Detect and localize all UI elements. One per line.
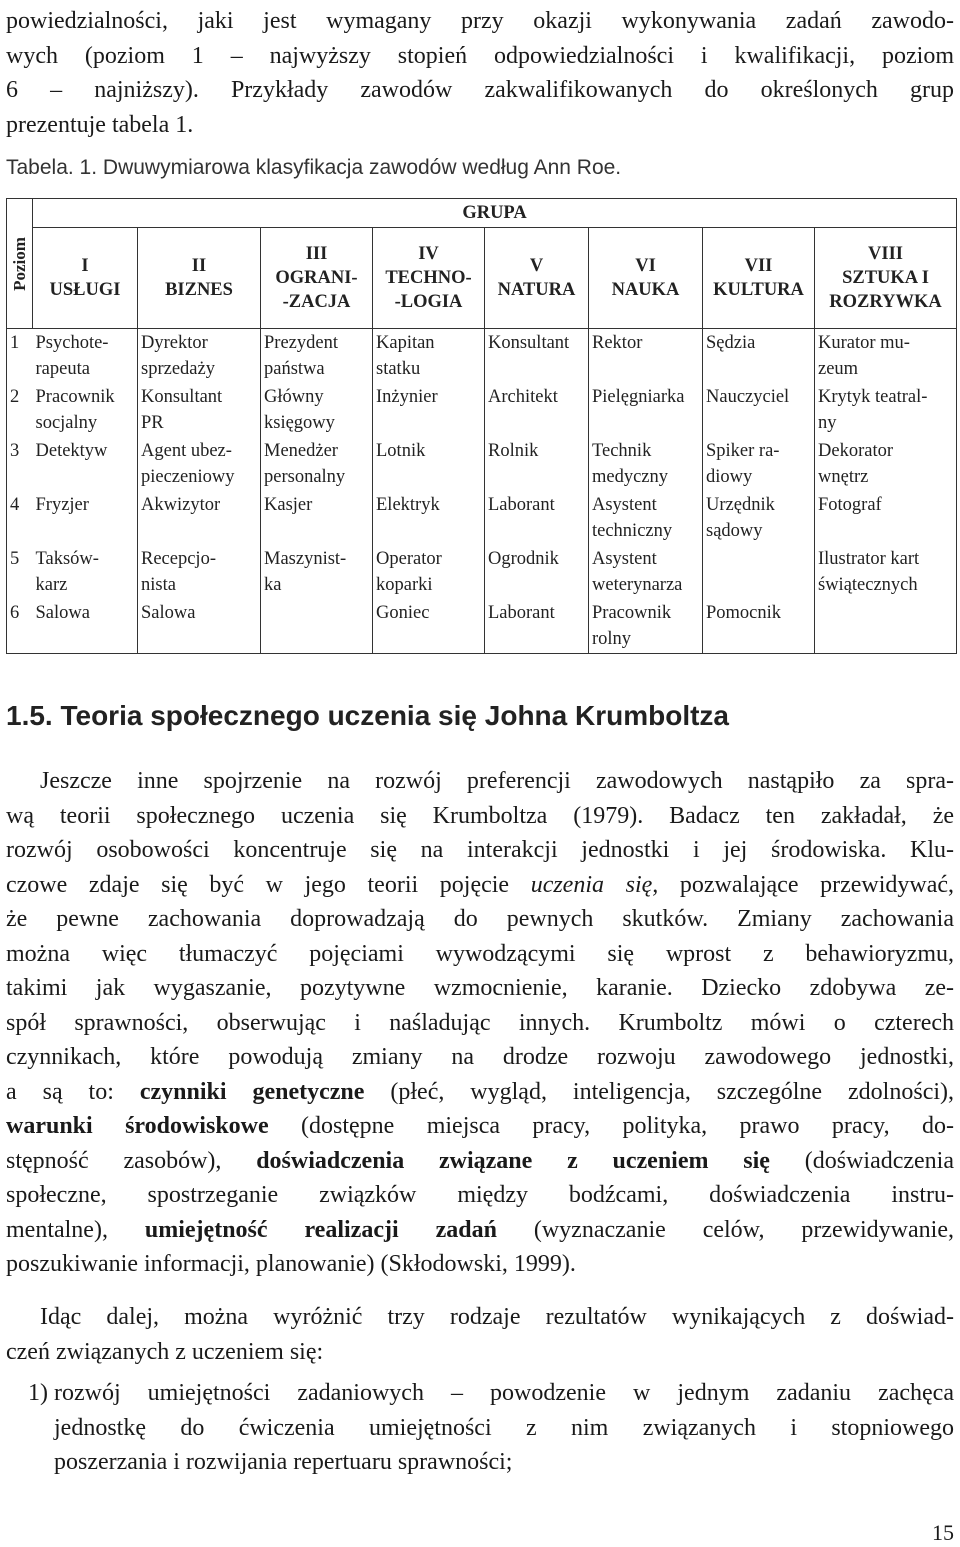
table-cell: Laborant — [485, 491, 589, 545]
list-marker: 1) — [28, 1380, 48, 1406]
table-cell: Główny księgowy — [261, 383, 373, 437]
text-line: prezentuje tabela 1. — [6, 111, 194, 138]
level-number: 1 — [7, 329, 33, 384]
column-number: IV — [418, 244, 439, 264]
column-number: III — [305, 244, 328, 264]
table-cell: Rolnik — [485, 437, 589, 491]
table-cell — [703, 545, 815, 599]
text-line: takimi jak wygaszanie, pozytywne wzmocnienie, karanie. Dziecko zdobywa ze- — [6, 975, 954, 1001]
column-name: -ZACJA — [282, 292, 351, 312]
text-line: czowe zdaje się być w jego teorii pojęcie uczenia się, pozwalające przewidywać, — [6, 871, 955, 898]
table-cell: Recepcjo- nista — [138, 545, 261, 599]
table-cell: Pracownik rolny — [589, 599, 703, 654]
table-cell: Pracownik socjalny — [33, 383, 138, 437]
table-cell: Rektor — [589, 329, 703, 384]
level-number: 5 — [7, 545, 33, 599]
text-line: rozwój umiejętności zadaniowych – powodzenie w jednym zadaniu zachęca — [54, 1380, 954, 1406]
table-row — [7, 599, 957, 654]
occupation-table — [6, 198, 957, 654]
column-number: II — [191, 256, 207, 276]
table-row — [7, 383, 957, 437]
table-cell: Kurator mu- zeum — [815, 329, 957, 384]
column-header — [261, 228, 373, 329]
bold-term: umiejętność realizacji zadań — [144, 1216, 497, 1243]
level-number: 2 — [7, 383, 33, 437]
level-number: 3 — [7, 437, 33, 491]
column-header — [33, 228, 138, 329]
table-cell: Kasjer — [261, 491, 373, 545]
column-number: I — [81, 256, 89, 276]
table-row — [7, 545, 957, 599]
column-name: USŁUGI — [49, 280, 121, 300]
table-cell: Asystent weterynarza — [589, 545, 703, 599]
table-cell: Akwizytor — [138, 491, 261, 545]
text-line: Jeszcze inne spojrzenie na rozwój preferencji zawodowych nastąpiło za spra- — [40, 768, 954, 794]
text-line: 6 – najniższy). Przykłady zawodów zakwalifikowanych do określonych grup — [6, 77, 954, 103]
text-line: rozwój osobowości koncentruje się na interakcji jednostki i jej środowiska. Klu- — [6, 837, 954, 863]
text-line: wą teorii społecznego uczenia się Krumboltza (1979). Badacz ten zakładał, że — [6, 802, 954, 829]
table-cell: Laborant — [485, 599, 589, 654]
intro-paragraph — [6, 4, 954, 142]
text-line: Idąc dalej, można wyróżnić trzy rodzaje rezultatów wynikających z doświad- — [40, 1304, 954, 1330]
column-name: BIZNES — [165, 280, 233, 300]
table-cell: Lotnik — [373, 437, 485, 491]
text-line: poszerzania i rozwijania repertuaru sprawności; — [54, 1449, 513, 1475]
table-cell: Krytyk teatral- ny — [815, 383, 957, 437]
text-line: można więc tłumaczyć pojęciami wywodzącymi się wprost z behawioryzmu, — [6, 940, 954, 967]
table-cell: Konsultant PR — [138, 383, 261, 437]
table-cell: Spiker ra- diowy — [703, 437, 815, 491]
column-name: TECHNO- — [385, 268, 472, 288]
section-title: 1.5. Teoria społecznego uczenia się Johna Krumboltza — [6, 700, 729, 731]
column-name: NAUKA — [611, 280, 680, 300]
table-caption: Tabela. 1. Dwuwymiarowa klasyfikacja zawodów według Ann Roe. — [6, 156, 622, 179]
text-line: społeczne, spostrzeganie związków między bodźcami, doświadczenia instru- — [6, 1182, 954, 1208]
text-line: mentalne), umiejętność realizacji zadań (wyznaczanie celów, przewidywanie, — [6, 1216, 954, 1243]
table-cell: Sędzia — [703, 329, 815, 384]
results-list — [6, 1376, 954, 1480]
table-cell: Pomocnik — [703, 599, 815, 654]
column-header — [703, 228, 815, 329]
body-paragraph-1 — [6, 764, 954, 1282]
column-header — [138, 228, 261, 329]
table-row — [7, 329, 957, 384]
table-cell: Maszynist- ka — [261, 545, 373, 599]
table-cell: Salowa — [33, 599, 138, 654]
table-cell: Urzędnik sądowy — [703, 491, 815, 545]
column-header — [485, 228, 589, 329]
table-cell: Operator koparki — [373, 545, 485, 599]
text-line: jednostkę do ćwiczenia umiejętności z nim związanych i stopniowego — [54, 1414, 954, 1441]
table-row — [7, 437, 957, 491]
table-cell: Dekorator wnętrz — [815, 437, 957, 491]
column-header — [373, 228, 485, 329]
table-cell: Fotograf — [815, 491, 957, 545]
table-cell: Architekt — [485, 383, 589, 437]
table-cell: Inżynier — [373, 383, 485, 437]
text-line: warunki środowiskowe (dostępne miejsca pracy, polityka, prawo pracy, do- — [6, 1113, 954, 1139]
table-cell: Kapitan statku — [373, 329, 485, 384]
table-cell: Salowa — [138, 599, 261, 654]
text-line: poszukiwanie informacji, planowanie) (Skłodowski, 1999). — [6, 1251, 576, 1277]
column-name: KULTURA — [713, 280, 804, 300]
table-cell: Technik medyczny — [589, 437, 703, 491]
text-line: wych (poziom 1 – najwyższy stopień odpowiedzialności i kwalifikacji, poziom — [6, 42, 954, 69]
column-header — [815, 228, 957, 329]
table-cell: Agent ubez- pieczeniowy — [138, 437, 261, 491]
table-cell: Ogrodnik — [485, 545, 589, 599]
table-cell: Asystent techniczny — [589, 491, 703, 545]
column-number: VI — [635, 256, 656, 276]
column-header — [589, 228, 703, 329]
table-cell: Konsultant — [485, 329, 589, 384]
text-line: czeń związanych z uczeniem się: — [6, 1338, 324, 1365]
table-cell — [261, 599, 373, 654]
text-line: że pewne zachowania doprowadzają do pewnych skutków. Zmiany zachowania — [6, 906, 954, 932]
table-cell: Elektryk — [373, 491, 485, 545]
bold-term: doświadczenia związane z uczeniem się — [256, 1147, 770, 1174]
text-line: stępność zasobów), doświadczenia związane z uczeniem się (doświadczenia — [6, 1147, 955, 1174]
column-name: OGRANI- — [275, 268, 358, 288]
table-cell: Menedżer personalny — [261, 437, 373, 491]
table-cell: Fryzjer — [33, 491, 138, 545]
table-cell: Pielęgniarka — [589, 383, 703, 437]
table-row — [7, 491, 957, 545]
column-name: SZTUKA I — [842, 268, 929, 288]
body-paragraph-2 — [6, 1300, 954, 1369]
column-number: V — [529, 256, 544, 276]
table-cell: Psychote- rapeuta — [33, 329, 138, 384]
page-number: 15 — [932, 1520, 954, 1545]
table-cell: Ilustrator kart świątecznych — [815, 545, 957, 599]
level-number: 6 — [7, 599, 33, 654]
column-name: ROZRYWKA — [829, 292, 942, 312]
table-cell: Prezydent państwa — [261, 329, 373, 384]
bold-term: czynniki genetyczne — [139, 1078, 365, 1105]
column-number: VIII — [868, 244, 903, 264]
text-line: czynnikach, które powodują zmiany na drodze rozwoju zawodowego jednostki, — [6, 1044, 954, 1070]
table-cell — [815, 599, 957, 654]
italic-term: uczenia się, — [530, 871, 659, 898]
level-number: 4 — [7, 491, 33, 545]
level-header: Poziom — [7, 199, 33, 329]
table-cell: Goniec — [373, 599, 485, 654]
table-cell: Nauczyciel — [703, 383, 815, 437]
text-line: a są to: czynniki genetyczne (płeć, wygląd, inteligencja, szczególne zdolności), — [6, 1078, 955, 1105]
table-cell: Detektyw — [33, 437, 138, 491]
column-name: NATURA — [497, 280, 576, 300]
bold-term: warunki środowiskowe — [6, 1113, 269, 1139]
text-line: spół sprawności, obserwując i naśladując innych. Krumboltz mówi o czterech — [6, 1009, 954, 1036]
table-cell: Taksów- karz — [33, 545, 138, 599]
column-name: -LOGIA — [394, 292, 463, 312]
text-line: powiedzialności, jaki jest wymagany przy okazji wykonywania zadań zawodo- — [6, 8, 954, 34]
list-item — [6, 1376, 954, 1480]
column-number: VII — [744, 256, 773, 276]
group-header: GRUPA — [33, 199, 957, 228]
table-cell: Dyrektor sprzedaży — [138, 329, 261, 384]
